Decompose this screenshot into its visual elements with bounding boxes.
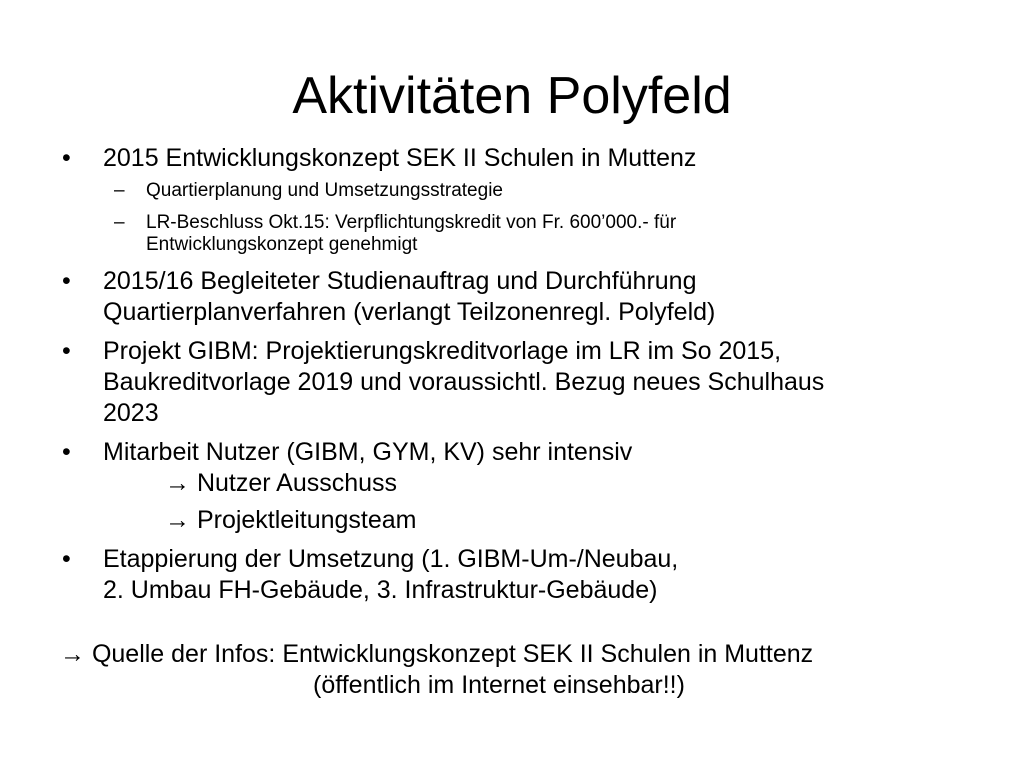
bullet-icon: • [62, 267, 71, 295]
bullet-icon: • [62, 144, 71, 172]
source-line-1: → Quelle der Infos: Entwicklungskonzept SEK II Schulen in Muttenz [60, 640, 814, 668]
sub-text: Quartierplanung und Umsetzungsstrategie [146, 180, 503, 201]
slide-title: Aktivitäten Polyfeld [292, 67, 732, 125]
dash-icon: – [114, 212, 125, 233]
bullet-text: 2015/16 Begleiteter Studienauftrag und Durchführung [103, 267, 697, 295]
arrow-line-projektleitungsteam: → Projektleitungsteam [165, 506, 417, 534]
bullet-text: Etappierung der Umsetzung (1. GIBM-Um-/Neubau, [103, 545, 679, 573]
source-note [43, 639, 990, 701]
bullet-item-2 [60, 266, 990, 328]
dash-icon: – [114, 180, 125, 201]
bullet-item-3 [60, 336, 990, 429]
sub-text: LR-Beschluss Okt.15: Verpflichtungskredit von Fr. 600’000.- für [146, 212, 677, 233]
sub-text: Entwicklungskonzept genehmigt [146, 234, 418, 255]
bullet-text: 2015 Entwicklungskonzept SEK II Schulen in Muttenz [103, 144, 697, 172]
source-line-2: (öffentlich im Internet einsehbar!!) [313, 671, 685, 699]
bullet-icon: • [62, 545, 71, 573]
bullet-text: Projekt GIBM: Projektierungskreditvorlage im LR im So 2015, [103, 337, 782, 365]
sub-item-1-2 [60, 212, 990, 256]
bullet-icon: • [62, 337, 71, 365]
bullet-text: 2. Umbau FH-Gebäude, 3. Infrastruktur-Gebäude) [103, 576, 658, 604]
slide-body [60, 143, 990, 701]
bullet-icon: • [62, 438, 71, 466]
bullet-item-4 [60, 437, 990, 536]
bullet-item-1 [60, 143, 990, 174]
bullet-item-5 [60, 544, 990, 606]
bullet-text: Baukreditvorlage 2019 und voraussichtl. Bezug neues Schulhaus [103, 368, 825, 396]
bullet-text: 2023 [103, 399, 159, 427]
sub-item-1-1 [60, 180, 990, 202]
bullet-text: Quartierplanverfahren (verlangt Teilzonenregl. Polyfeld) [103, 298, 716, 326]
bullet-text: Mitarbeit Nutzer (GIBM, GYM, KV) sehr intensiv [103, 438, 633, 466]
arrow-line-nutzer-ausschuss: → Nutzer Ausschuss [165, 469, 398, 497]
